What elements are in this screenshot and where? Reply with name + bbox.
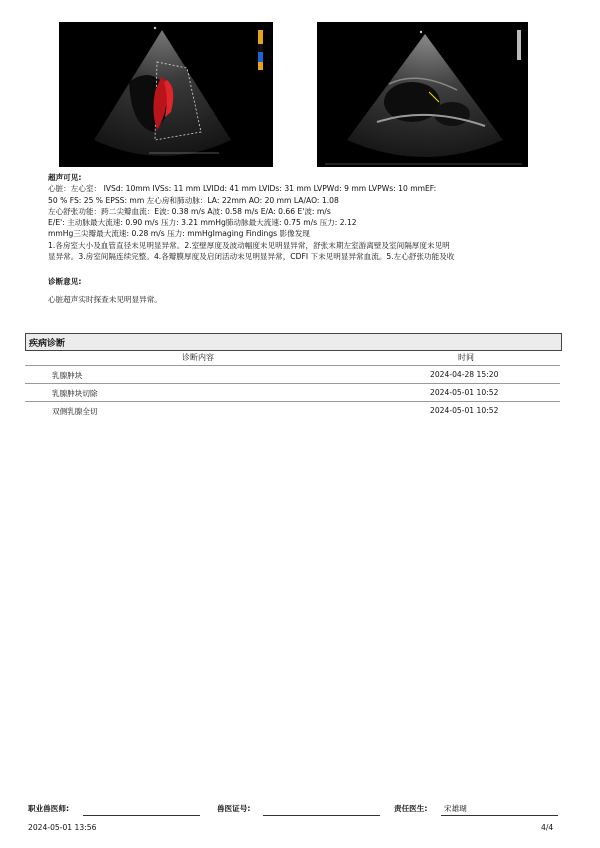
ultrasound-image-2d (317, 22, 528, 167)
footer-datetime: 2024-05-01 13:56 (28, 823, 97, 832)
findings-line: mmHg三尖瓣最大流速: 0.28 m/s 压力: mmHgImaging Findings 影像发现 (48, 229, 310, 239)
table-row (25, 386, 560, 400)
findings-line: 1.各房室大小及血管直径未见明显异常。2.室壁厚度及波动幅度未见明显异常，舒张末期左室游离壁及室间隔厚度未见明 (48, 240, 450, 250)
disease-section-header (25, 333, 562, 351)
page-number: 4/4 (541, 823, 554, 832)
diagnosis-opinion-text: 心脏超声实时探查未见明显异常。 (48, 295, 162, 304)
table-row (25, 404, 560, 418)
diagnosis-time: 2024-04-28 15:20 (430, 370, 499, 379)
diagnosis-content: 双侧乳腺全切 (52, 407, 98, 416)
cert-signature-line (263, 815, 380, 816)
doctor-label: 责任医生: (394, 804, 428, 813)
diagnosis-opinion-label: 诊断意见: (48, 277, 82, 286)
findings-heading: 超声可见: (48, 173, 82, 182)
findings-line: 50 % FS: 25 % EPSS: mm 左心房和肺动脉：LA: 22mm AO: 20 mm LA/AO: 1.08 (48, 195, 339, 205)
diagnosis-content: 乳腺肿块切除 (52, 389, 98, 398)
table-divider (25, 383, 560, 384)
doctor-signature-line (441, 815, 558, 816)
cert-label: 兽医证号: (217, 804, 251, 813)
diagnosis-content: 乳腺肿块 (52, 371, 83, 380)
findings-line: 左心舒张功能：跨二尖瓣血流：E波: 0.38 m/s A波: 0.58 m/s E/A: 0.66 E'波: m/s (48, 206, 331, 216)
diagnosis-time: 2024-05-01 10:52 (430, 406, 499, 415)
vet-signature-line (83, 815, 200, 816)
table-divider (25, 401, 560, 402)
findings-line: 显异常。3.房室间隔连续完整。4.各瓣膜厚度及启闭活动未见明显异常，CDFI 下未见明显异常血流。5.左心舒张功能及收 (48, 252, 455, 262)
table-divider (25, 365, 560, 366)
diagnosis-time: 2024-05-01 10:52 (430, 388, 499, 397)
findings-line: 心脏：左心室： IVSd: 10mm IVSs: 11 mm LVIDd: 41 mm LVIDs: 31 mm LVPWd: 9 mm LVPWs: 10 mmEF: (48, 184, 437, 194)
doctor-name: 宋雄瑚 (444, 804, 467, 813)
vet-label: 职业兽医师: (28, 804, 70, 813)
table-row (25, 368, 560, 382)
ultrasound-image-doppler (59, 22, 273, 167)
findings-line: E/E': 主动脉最大流速: 0.90 m/s 压力: 3.21 mmHg肺动脉最大流速: 0.75 m/s 压力: 2.12 (48, 218, 357, 228)
column-header-content: 诊断内容 (182, 353, 214, 362)
disease-section-title: 疾病诊断 (29, 339, 66, 349)
column-header-time: 时间 (458, 353, 474, 362)
findings-section (48, 172, 560, 262)
